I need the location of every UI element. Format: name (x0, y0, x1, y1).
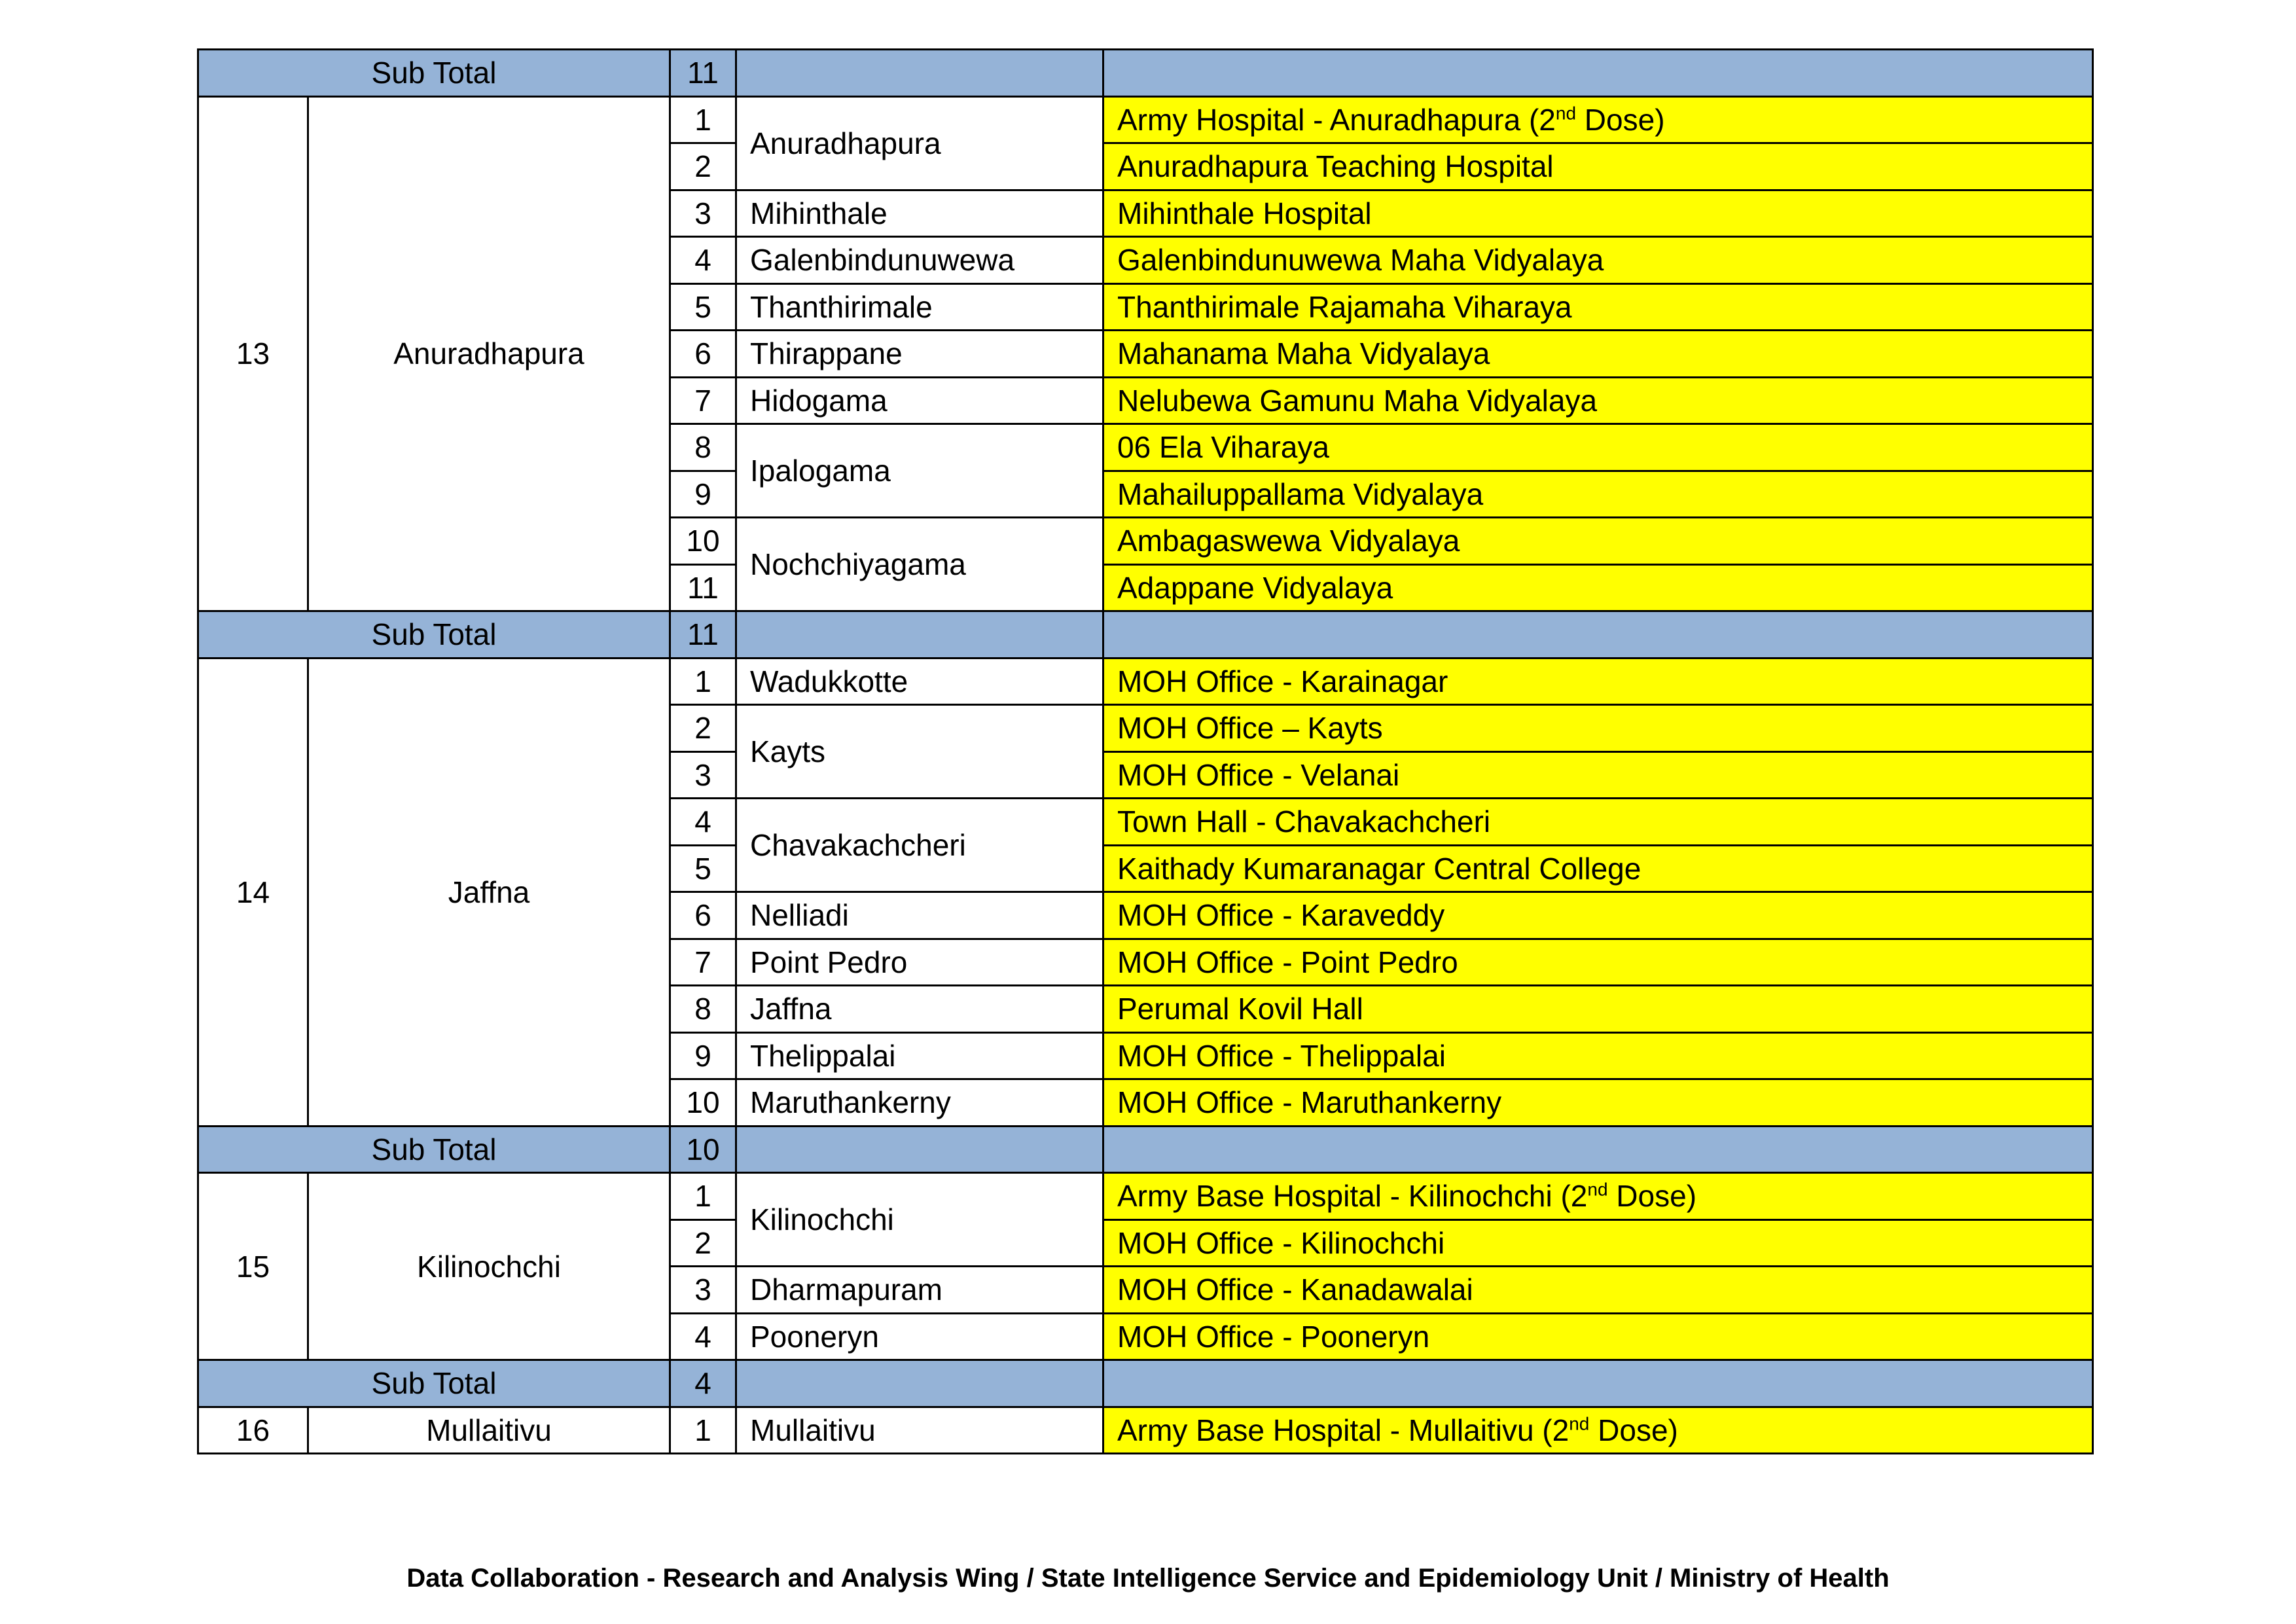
moh-area-name: Nochchiyagama (736, 518, 1103, 611)
site-number: 11 (670, 564, 736, 611)
site-number: 3 (670, 190, 736, 237)
vaccination-site-name (1103, 845, 2093, 892)
site-number: 9 (670, 1032, 736, 1079)
site-name-suffix: Dose) (1576, 102, 1665, 137)
site-number: 4 (670, 1313, 736, 1360)
moh-area-name: Thelippalai (736, 1032, 1103, 1079)
site-name-text: MOH Office - Pooneryn (1117, 1319, 1430, 1354)
subtotal-blank-site (1103, 1126, 2093, 1173)
site-name-text: MOH Office - Thelippalai (1117, 1038, 1446, 1073)
site-number: 2 (670, 143, 736, 190)
subtotal-blank-site (1103, 611, 2093, 659)
district-name: Anuradhapura (308, 96, 670, 611)
vaccination-site-name (1103, 1032, 2093, 1079)
site-number: 1 (670, 96, 736, 143)
dose-ordinal-suffix: nd (1587, 1179, 1608, 1200)
moh-area-name: Wadukkotte (736, 658, 1103, 705)
subtotal-label: Sub Total (198, 1360, 670, 1407)
site-name-text: Nelubewa Gamunu Maha Vidyalaya (1117, 383, 1598, 418)
site-name-text: MOH Office - Karainagar (1117, 664, 1448, 698)
table-row (198, 1173, 2093, 1220)
district-name: Kilinochchi (308, 1173, 670, 1360)
site-number: 7 (670, 377, 736, 424)
site-number: 1 (670, 658, 736, 705)
site-name-text: Army Hospital - Anuradhapura (2 (1117, 102, 1556, 137)
site-name-text: Army Base Hospital - Kilinochchi (2 (1117, 1179, 1588, 1214)
site-name-text: Thanthirimale Rajamaha Viharaya (1117, 289, 1572, 324)
vaccination-centres-table (197, 48, 2094, 1454)
subtotal-label: Sub Total (198, 50, 670, 97)
site-name-text: Town Hall - Chavakachcheri (1117, 804, 1491, 839)
vaccination-site-name (1103, 143, 2093, 190)
moh-area-name: Dharmapuram (736, 1267, 1103, 1314)
site-number: 1 (670, 1407, 736, 1454)
site-number: 6 (670, 331, 736, 378)
vaccination-site-name (1103, 331, 2093, 378)
subtotal-label: Sub Total (198, 1126, 670, 1173)
site-name-text: MOH Office - Point Pedro (1117, 945, 1458, 979)
vaccination-site-name (1103, 986, 2093, 1033)
site-name-text: Ambagaswewa Vidyalaya (1117, 524, 1460, 558)
subtotal-row (198, 1126, 2093, 1173)
site-name-text: Mihinthale Hospital (1117, 196, 1372, 230)
vaccination-site-name (1103, 190, 2093, 237)
vaccination-site-name (1103, 1219, 2093, 1267)
site-name-text: Galenbindunuwewa Maha Vidyalaya (1117, 243, 1604, 278)
subtotal-blank-moh (736, 611, 1103, 659)
subtotal-row (198, 1360, 2093, 1407)
vaccination-site-name (1103, 799, 2093, 846)
moh-area-name: Chavakachcheri (736, 799, 1103, 892)
vaccination-site-name (1103, 518, 2093, 565)
site-name-text: MOH Office - Kilinochchi (1117, 1225, 1445, 1260)
site-number: 7 (670, 939, 736, 986)
vaccination-site-name (1103, 705, 2093, 752)
subtotal-blank-moh (736, 50, 1103, 97)
site-name-suffix: Dose) (1589, 1413, 1678, 1447)
site-number: 1 (670, 1173, 736, 1220)
site-number: 10 (670, 518, 736, 565)
site-name-text: Anuradhapura Teaching Hospital (1117, 149, 1554, 184)
site-name-text: MOH Office – Kayts (1117, 711, 1383, 746)
moh-area-name: Thanthirimale (736, 283, 1103, 331)
site-number: 9 (670, 471, 736, 518)
site-number: 5 (670, 845, 736, 892)
vaccination-site-name (1103, 1079, 2093, 1127)
subtotal-blank-site (1103, 50, 2093, 97)
site-number: 3 (670, 751, 736, 799)
site-number: 6 (670, 892, 736, 939)
district-name: Mullaitivu (308, 1407, 670, 1454)
moh-area-name: Pooneryn (736, 1313, 1103, 1360)
data-source-footer: Data Collaboration - Research and Analysis Wing / State Intelligence Service and Epidemiology Unit / Ministry of Health (406, 1564, 1890, 1593)
site-name-suffix: Dose) (1607, 1179, 1697, 1214)
moh-area-name: Maruthankerny (736, 1079, 1103, 1127)
vaccination-site-name (1103, 1313, 2093, 1360)
moh-area-name: Jaffna (736, 986, 1103, 1033)
moh-area-name: Kilinochchi (736, 1173, 1103, 1267)
site-number: 5 (670, 283, 736, 331)
subtotal-label: Sub Total (198, 611, 670, 659)
table-row (198, 658, 2093, 705)
moh-area-name: Ipalogama (736, 424, 1103, 518)
table-row (198, 96, 2093, 143)
district-number: 14 (198, 658, 308, 1126)
vaccination-site-name (1103, 471, 2093, 518)
subtotal-row (198, 611, 2093, 659)
site-number: 4 (670, 799, 736, 846)
subtotal-count: 10 (670, 1126, 736, 1173)
site-number: 8 (670, 986, 736, 1033)
vaccination-site-name (1103, 939, 2093, 986)
subtotal-blank-site (1103, 1360, 2093, 1407)
site-name-text: MOH Office - Karaveddy (1117, 898, 1445, 933)
moh-area-name: Kayts (736, 705, 1103, 799)
subtotal-count: 11 (670, 50, 736, 97)
subtotal-count: 4 (670, 1360, 736, 1407)
vaccination-site-name (1103, 1407, 2093, 1454)
moh-area-name: Point Pedro (736, 939, 1103, 986)
vaccination-site-name (1103, 424, 2093, 471)
site-number: 4 (670, 237, 736, 284)
vaccination-site-name (1103, 1267, 2093, 1314)
site-name-text: 06 Ela Viharaya (1117, 430, 1329, 465)
site-number: 8 (670, 424, 736, 471)
vaccination-site-name (1103, 1173, 2093, 1220)
site-number: 3 (670, 1267, 736, 1314)
vaccination-site-name (1103, 892, 2093, 939)
table-row (198, 1407, 2093, 1454)
site-name-text: Perumal Kovil Hall (1117, 992, 1363, 1026)
district-name: Jaffna (308, 658, 670, 1126)
site-name-text: Mahailuppallama Vidyalaya (1117, 477, 1484, 511)
district-number: 13 (198, 96, 308, 611)
vaccination-site-name (1103, 283, 2093, 331)
subtotal-blank-moh (736, 1126, 1103, 1173)
site-number: 2 (670, 705, 736, 752)
moh-area-name: Nelliadi (736, 892, 1103, 939)
moh-area-name: Anuradhapura (736, 96, 1103, 190)
moh-area-name: Mullaitivu (736, 1407, 1103, 1454)
moh-area-name: Hidogama (736, 377, 1103, 424)
dose-ordinal-suffix: nd (1569, 1413, 1590, 1434)
vaccination-site-name (1103, 751, 2093, 799)
vaccination-site-name (1103, 564, 2093, 611)
site-name-text: MOH Office - Velanai (1117, 757, 1400, 792)
moh-area-name: Mihinthale (736, 190, 1103, 237)
moh-area-name: Thirappane (736, 331, 1103, 378)
site-name-text: Mahanama Maha Vidyalaya (1117, 336, 1490, 371)
site-name-text: Kaithady Kumaranagar Central College (1117, 851, 1641, 886)
subtotal-row (198, 50, 2093, 97)
vaccination-site-name (1103, 377, 2093, 424)
subtotal-count: 11 (670, 611, 736, 659)
site-name-text: MOH Office - Maruthankerny (1117, 1085, 1502, 1120)
vaccination-site-name (1103, 237, 2093, 284)
site-name-text: Army Base Hospital - Mullaitivu (2 (1117, 1413, 1570, 1447)
vaccination-site-name (1103, 658, 2093, 705)
vaccination-site-name (1103, 96, 2093, 143)
district-number: 15 (198, 1173, 308, 1360)
site-number: 2 (670, 1219, 736, 1267)
site-name-text: Adappane Vidyalaya (1117, 570, 1393, 605)
site-number: 10 (670, 1079, 736, 1127)
subtotal-blank-moh (736, 1360, 1103, 1407)
dose-ordinal-suffix: nd (1555, 103, 1577, 124)
site-name-text: MOH Office - Kanadawalai (1117, 1272, 1473, 1307)
district-number: 16 (198, 1407, 308, 1454)
moh-area-name: Galenbindunuwewa (736, 237, 1103, 284)
